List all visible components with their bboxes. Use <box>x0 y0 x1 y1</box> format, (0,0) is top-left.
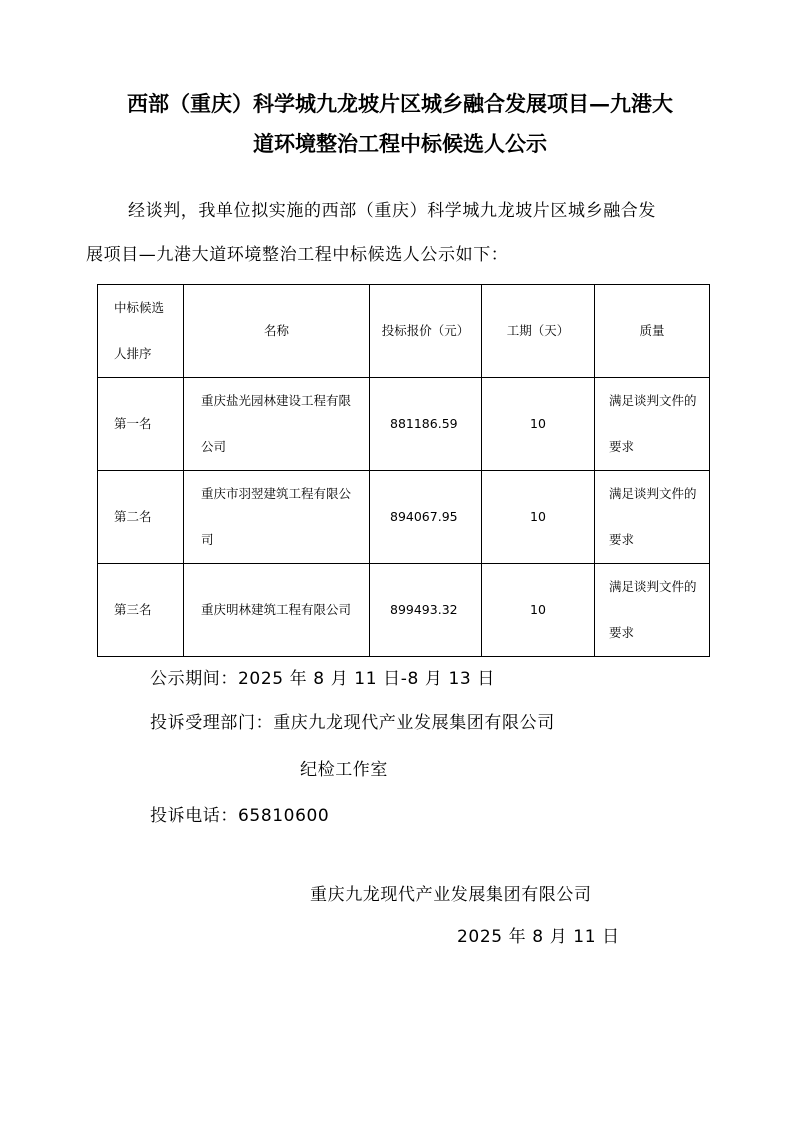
cell-period: 10 <box>482 471 595 564</box>
candidates-table <box>97 284 710 657</box>
header-quality: 质量 <box>595 285 710 378</box>
cell-name: 重庆市羽翌建筑工程有限公司 <box>184 471 370 564</box>
title-line-1: 西部（重庆）科学城九龙坡片区城乡融合发展项目—九港大 <box>127 91 673 116</box>
table-row <box>98 378 710 471</box>
cell-quality: 满足谈判文件的要求 <box>595 564 710 657</box>
table-row <box>98 471 710 564</box>
header-period: 工期（天） <box>482 285 595 378</box>
header-name: 名称 <box>184 285 370 378</box>
intro-line-2: 展项目—九港大道环境整治工程中标候选人公示如下： <box>86 245 509 265</box>
title-line-2: 道环境整治工程中标候选人公示 <box>253 131 547 156</box>
complaint-department: 投诉受理部门：重庆九龙现代产业发展集团有限公司 <box>150 713 555 733</box>
table-row <box>98 564 710 657</box>
cell-period: 10 <box>482 378 595 471</box>
cell-period: 10 <box>482 564 595 657</box>
header-rank: 中标候选人排序 <box>98 285 184 378</box>
cell-rank: 第二名 <box>98 471 184 564</box>
complaint-department-office: 纪检工作室 <box>300 760 388 780</box>
cell-rank: 第三名 <box>98 564 184 657</box>
publicity-period: 公示期间：2025 年 8 月 11 日-8 月 13 日 <box>150 669 495 689</box>
cell-price: 899493.32 <box>370 564 482 657</box>
intro-line-1: 经谈判，我单位拟实施的西部（重庆）科学城九龙坡片区城乡融合发 <box>128 201 656 221</box>
header-price: 投标报价（元） <box>370 285 482 378</box>
cell-quality: 满足谈判文件的要求 <box>595 378 710 471</box>
cell-name: 重庆明林建筑工程有限公司 <box>184 564 370 657</box>
cell-rank: 第一名 <box>98 378 184 471</box>
signature-date: 2025 年 8 月 11 日 <box>457 927 620 947</box>
cell-price: 881186.59 <box>370 378 482 471</box>
complaint-phone: 投诉电话：65810600 <box>150 806 330 826</box>
cell-price: 894067.95 <box>370 471 482 564</box>
cell-name: 重庆盐光园林建设工程有限公司 <box>184 378 370 471</box>
cell-quality: 满足谈判文件的要求 <box>595 471 710 564</box>
table-header-row <box>98 285 710 378</box>
signature-organization: 重庆九龙现代产业发展集团有限公司 <box>310 885 592 905</box>
